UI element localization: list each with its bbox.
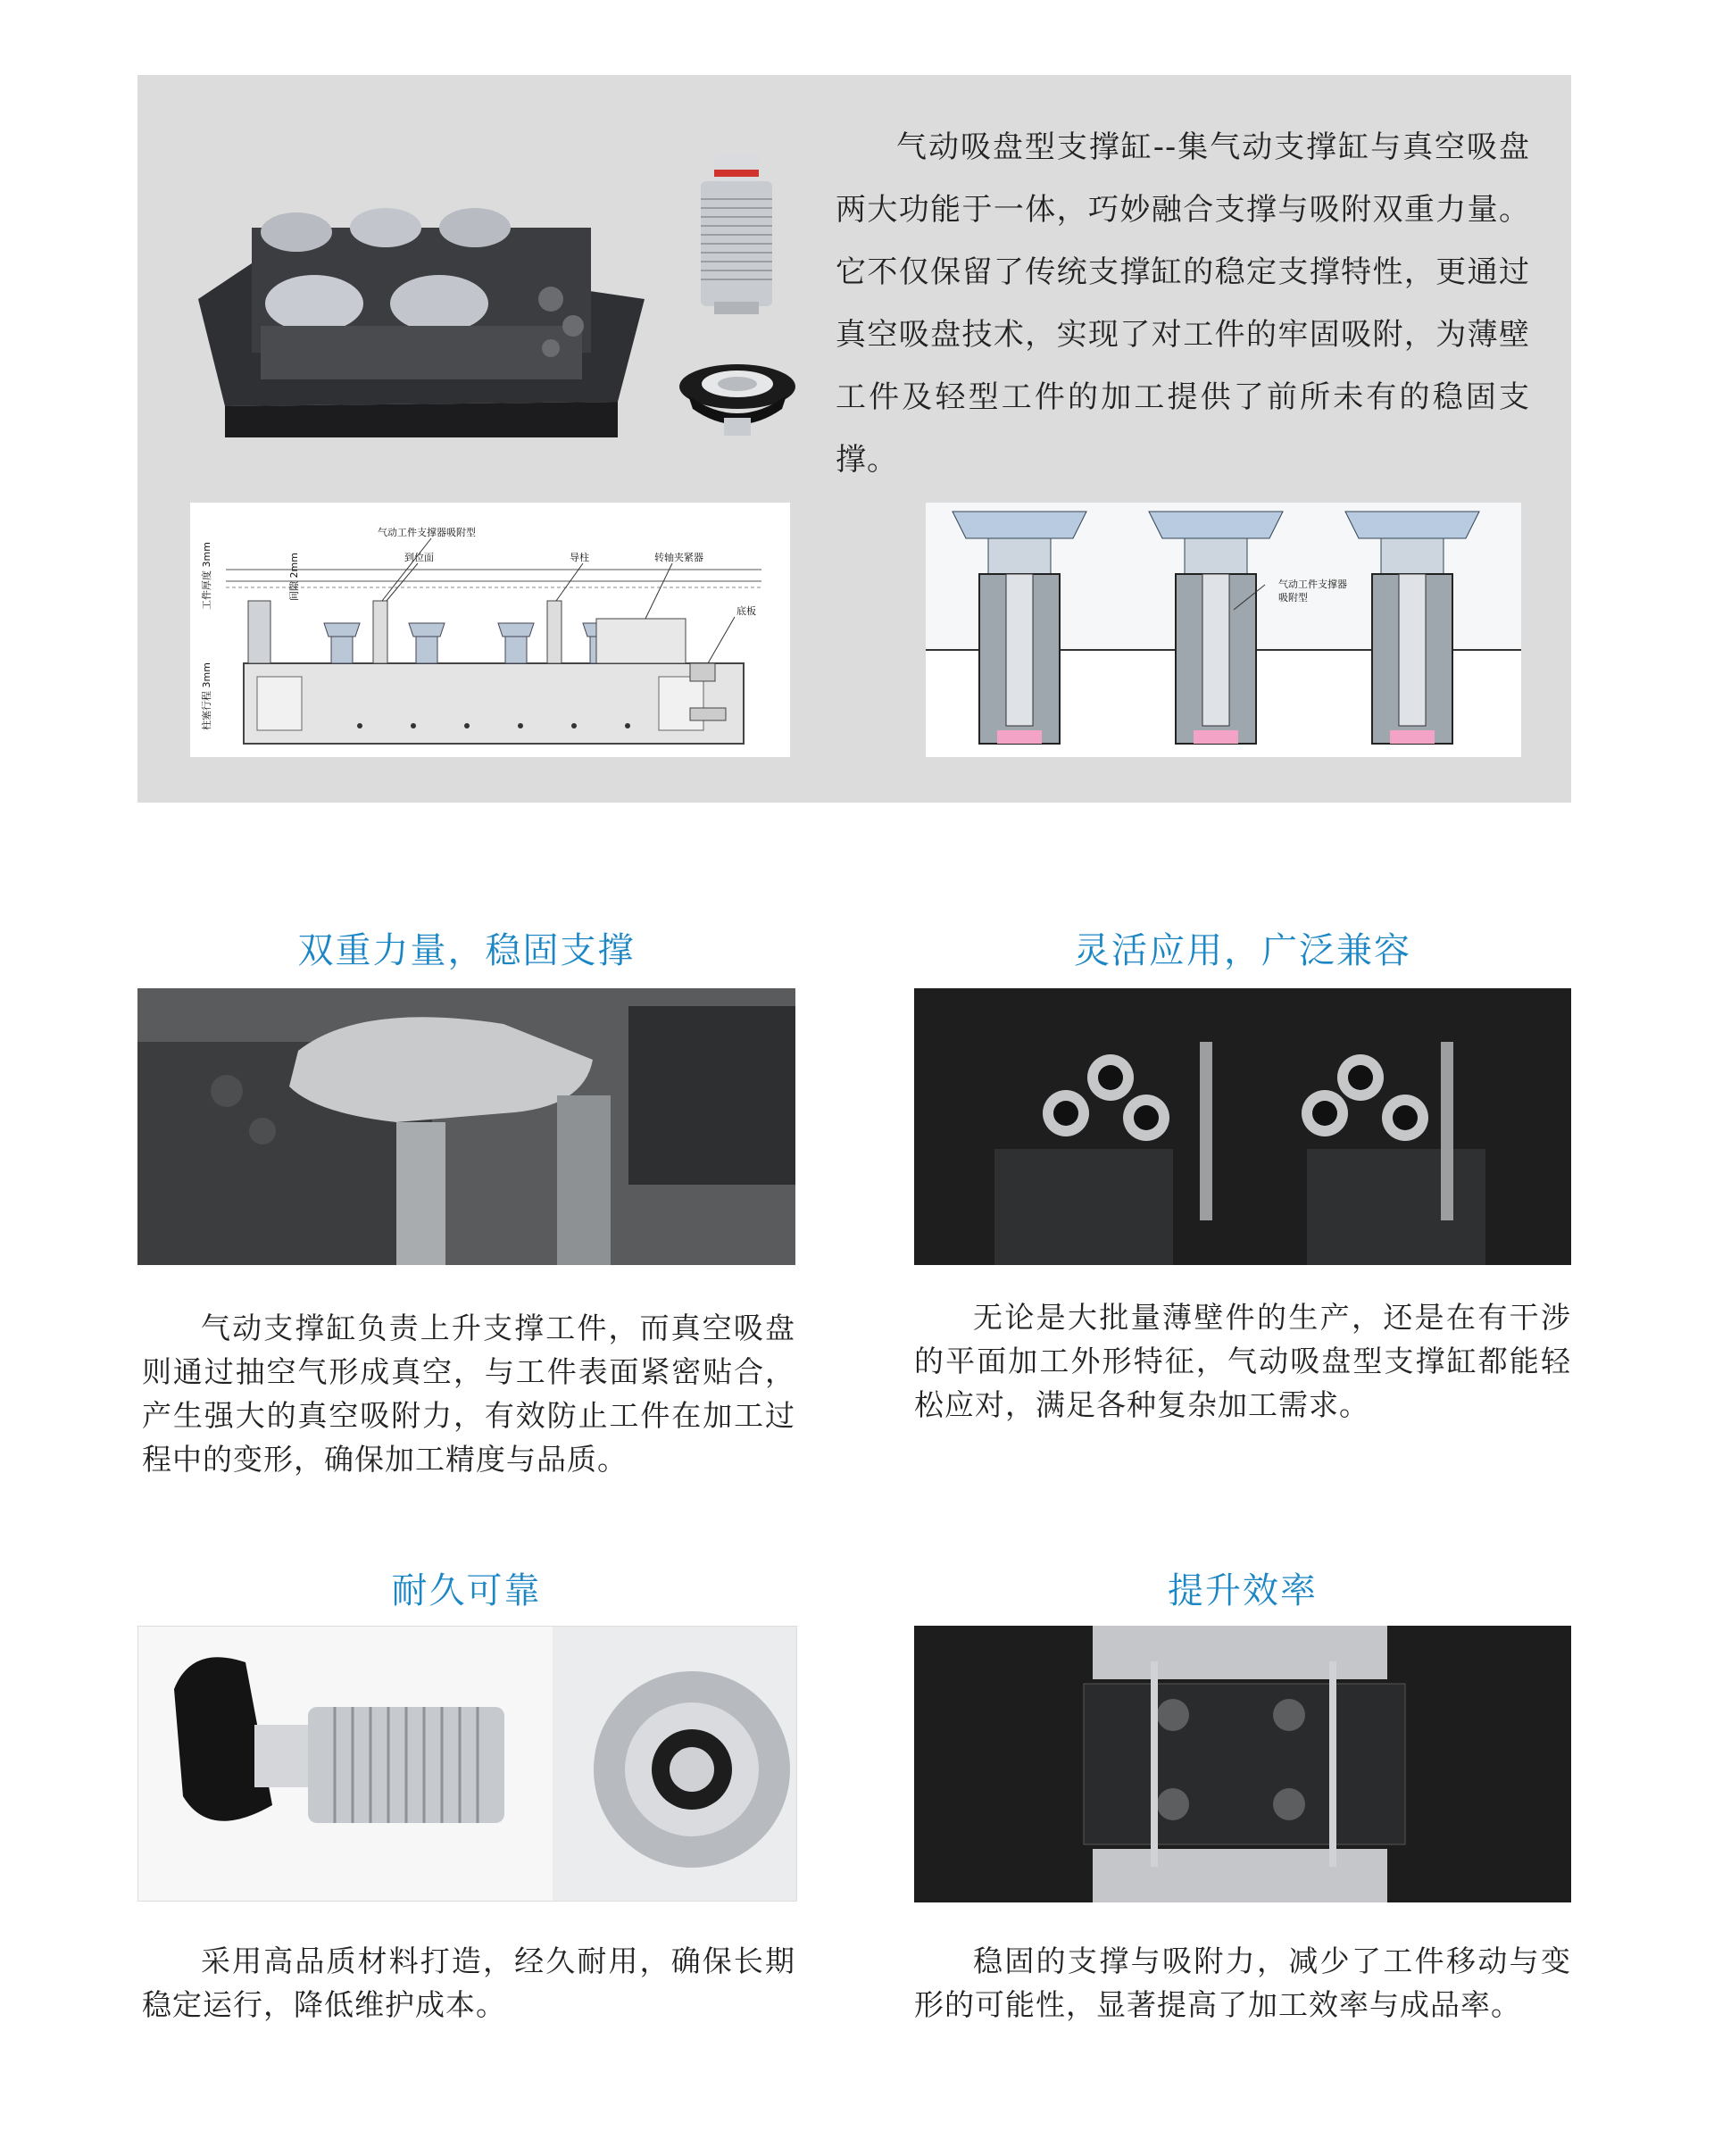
intro-description: 气动吸盘型支撑缸--集气动支撑缸与真空吸盘两大功能于一体，巧妙融合支撑与吸附双重力量。它不仅保留了传统支撑缸的稳定支撑特性，更通过真空吸盘技术，实现了对工件的牢固吸附，为薄壁工件及轻型工件的加工提供了前所未有的稳固支撑。: [836, 129, 1530, 478]
suction-cup-photo: [675, 355, 800, 441]
label-stop-face: 到位面: [404, 552, 434, 563]
section-title-dual-force: 双重力量，稳固支撑: [297, 930, 636, 971]
label-stroke: 柱塞行程 3mm: [201, 662, 212, 730]
dual-force-photo: [137, 988, 795, 1265]
flexible-application-photo: [914, 988, 1571, 1265]
section-title-flexible: 灵活应用，广泛兼容: [1074, 930, 1411, 971]
label-cylinder-line2: 吸附型: [1278, 592, 1308, 604]
fixture-product-photo: [198, 192, 646, 437]
label-cylinder-type: 气动工件支撑器吸附型: [378, 527, 476, 538]
section-text-flexible: 无论是大批量薄壁件的生产，还是在有干涉的平面加工外形特征，气动吸盘型支撑缸都能轻松应对，满足各种复杂加工需求。: [914, 1300, 1571, 1422]
section-title-efficiency: 提升效率: [1168, 1570, 1318, 1611]
label-rotary-clamp: 转轴夹紧器: [654, 552, 703, 563]
fixture-cross-section-diagram: [190, 503, 790, 757]
label-thickness: 工件厚度 3mm: [201, 542, 212, 610]
section-text-efficiency: 稳固的支撑与吸附力，减少了工件移动与变形的可能性，显著提高了加工效率与成品率。: [914, 1944, 1571, 2022]
label-cylinder-line1: 气动工件支撑器: [1278, 579, 1347, 590]
label-base-plate: 底板: [736, 605, 756, 617]
efficiency-photo: [914, 1626, 1571, 1902]
section-text-dual-force: 气动支撑缸负责上升支撑工件，而真空吸盘则通过抽空气形成真空，与工件表面紧密贴合，产生强大的真空吸附力，有效防止工件在加工过程中的变形，确保加工精度与品质。: [142, 1311, 795, 1477]
support-cylinder-photo: [687, 150, 786, 318]
section-text-durable: 采用高品质材料打造，经久耐用，确保长期稳定运行，降低维护成本。: [142, 1944, 795, 2022]
label-guide-post: 导柱: [570, 552, 589, 563]
label-gap: 间隙 2mm: [288, 553, 300, 601]
section-title-durable: 耐久可靠: [391, 1570, 542, 1611]
cylinder-cutaway-diagram: [926, 503, 1521, 757]
durable-product-photo: [137, 1626, 797, 1902]
